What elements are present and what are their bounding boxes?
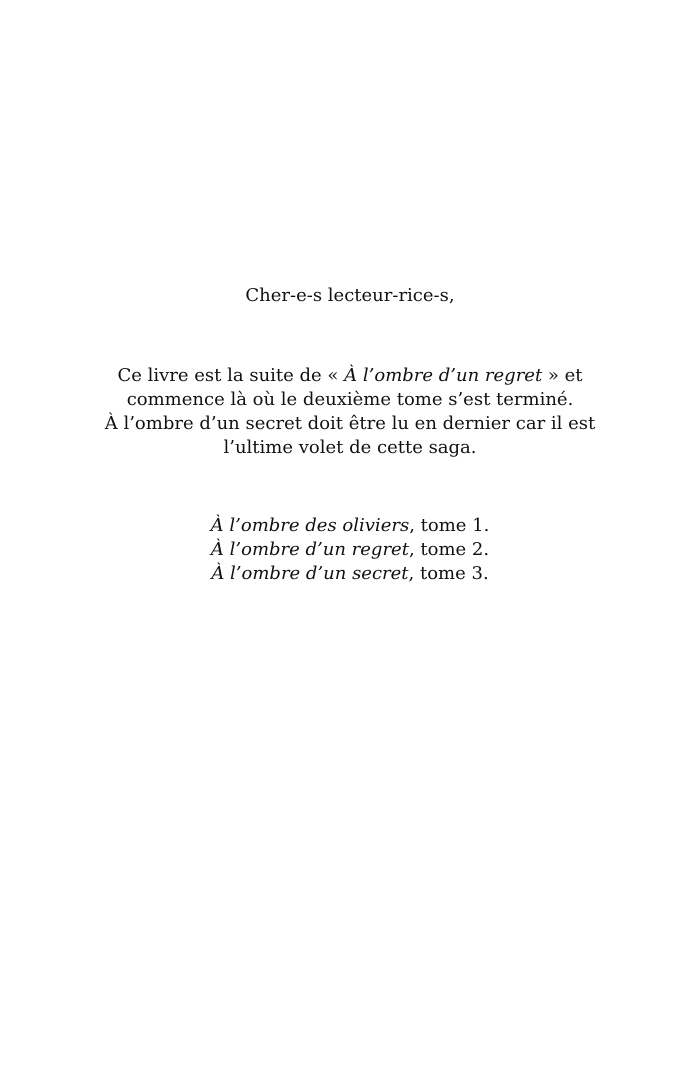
series-item-tome: , tome 2. (408, 539, 490, 560)
intro-line-1-title: À l’ombre d’un regret (344, 365, 543, 386)
series-item-title: À l’ombre d’un secret (211, 563, 409, 584)
series-item-tome: , tome 3. (408, 563, 489, 584)
series-item (0, 514, 700, 538)
intro-paragraph (0, 364, 700, 460)
intro-line-1-suffix: » et (542, 365, 583, 386)
series-item-tome: , tome 1. (409, 515, 490, 536)
series-item (0, 538, 700, 562)
series-item-title: À l’ombre d’un regret (210, 539, 409, 560)
series-item (0, 562, 700, 586)
intro-line-1 (0, 364, 700, 388)
series-list (0, 514, 700, 586)
intro-line-3: À l’ombre d’un secret doit être lu en dernier car il est (104, 413, 596, 434)
intro-line-2: commence là où le deuxième tome s’est terminé. (126, 389, 574, 410)
salutation (0, 284, 700, 308)
intro-line-1-prefix: Ce livre est la suite de « (117, 365, 345, 386)
series-item-title: À l’ombre des oliviers (210, 515, 410, 536)
salutation-text: Cher-e-s lecteur-rice-s, (245, 285, 455, 306)
intro-line-4: l’ultime volet de cette saga. (223, 437, 477, 458)
